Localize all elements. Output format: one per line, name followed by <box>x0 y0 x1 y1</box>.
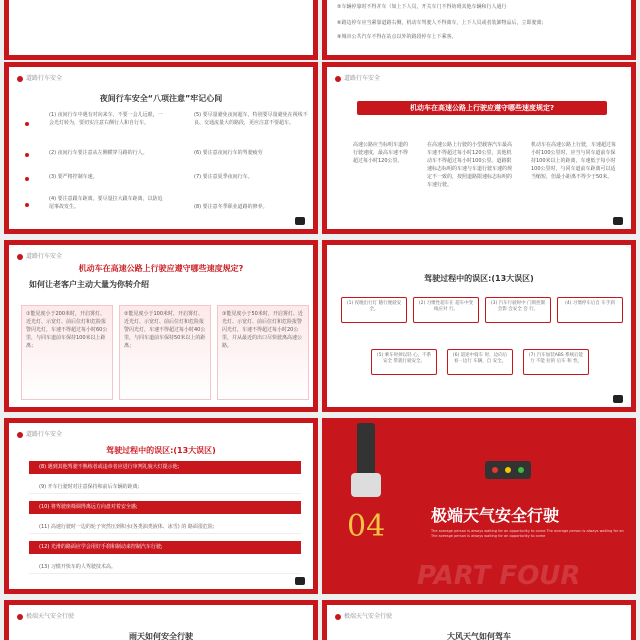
slide-9[interactable] <box>4 600 318 640</box>
slide-title: 雨天如何安全行驶 <box>129 632 193 640</box>
mistake-card: (6) 道途中骑车 时，边向后看一边行 车辆，自 安全。 <box>447 349 513 375</box>
mistake-card: (2) 习惯性超车在 超车中变线应对 行。 <box>413 297 479 323</box>
visibility-box-1: ①能见度小于200米时，开启雾灯、近光灯、示宽灯、前后位灯和危险报警闪光灯，车速不得超过每小时60公里，与同车道前车保持100米以上距离； <box>21 305 113 400</box>
list-item: (13) 习惯开快车的人驾驶技术高。 <box>29 561 301 574</box>
buckle-graphic <box>351 473 381 497</box>
bullet-dot <box>25 203 29 207</box>
mistake-card: (1) 夜晚出行灯 随行便驶安全。 <box>341 297 407 323</box>
slide-header: 道路行车安全 <box>17 73 62 82</box>
slide-header: 极端天气安全行驶 <box>17 611 74 620</box>
list-item: (11) 高速行驶时一边的轮子突然压到积水(各类油类液体、冰雪) 的 路面很危险; <box>29 521 301 534</box>
bullet-dot <box>25 177 29 181</box>
corner-mark <box>295 577 305 585</box>
col-2: 在高速公路上行驶的小型载客汽车最高车速不得超过每小时120公里，其他机动车不得超过每小时100公里。道路限速标志标明的车速与车道行驶车速的规定不一致的，按照道路限速标志标明的车速行驶。 <box>427 142 513 188</box>
slide-2[interactable] <box>322 0 636 60</box>
logo-icon <box>335 76 341 82</box>
slide-7[interactable] <box>4 418 318 594</box>
slide-6[interactable] <box>322 240 636 412</box>
slide-title: 驾驶过程中的误区:(13大误区) <box>424 274 534 283</box>
s2-line-2: ⑥路边停车应当紧靠道路右侧，机动车驾驶人不得离车，上下人员或者装卸物品后，立即驶离； <box>337 20 547 26</box>
bullet-dot <box>25 153 29 157</box>
note-1: (1) 夜间行车中遇有对向来车，不要一会儿远眼，一会光灯转为，要切实注意右侧行人和自行车。 <box>49 112 163 126</box>
section-title: 极端天气安全行驶 <box>431 506 560 525</box>
s2-line-3: ⑧城市公共汽车不得在站点以外的路段停车上下乘客。 <box>337 34 457 40</box>
section-desc: The average person is always waiting for an opportunity to come.The average person is always waiting for an The average person is always waiting for an opportunity to come <box>431 529 624 538</box>
slide-title: 夜间行车安全“八项注意”牢记心间 <box>99 94 223 103</box>
logo-icon <box>17 76 23 82</box>
mistake-card: (4) 习惯停车后自 车手刹 <box>557 297 623 323</box>
slide-title: 大风天气如何驾车 <box>447 632 511 640</box>
slide-header: 道路行车安全 <box>335 73 380 82</box>
slide-header: 道路行车安全 <box>17 251 62 260</box>
slide-title: 机动车在高速公路上行驶应遵守哪些速度规定? <box>78 264 244 273</box>
logo-icon <box>17 614 23 620</box>
slide-8[interactable] <box>322 418 636 594</box>
part-label: PART FOUR <box>417 561 581 591</box>
slide-title: 驾驶过程中的误区:(13大误区) <box>106 446 216 455</box>
note-7: (7) 要注意夏季夜间行车。 <box>194 174 253 180</box>
list-item: (10) 将驾驶座椅调得离远方向盘对着安全感; <box>29 501 301 514</box>
note-5: (5) 要尽量避免夜间超车，特别要尽量避免在视线不良、交通流量大的路段，更应注意不要超车。 <box>194 112 308 126</box>
col-1: 高速公路应当标明车道的行驶速度，最高车速不得超过每小时120公里。 <box>353 142 409 164</box>
slide-subtitle: 如何让老客户主动大量为你转介绍 <box>29 280 149 289</box>
logo-icon <box>335 614 341 620</box>
slide-5[interactable] <box>4 240 318 412</box>
s2-line-1: ⑤车辆停靠时不得并车（如上下人员，开关车门不得妨碍其他车辆和行人通行 <box>337 4 507 10</box>
mistake-card: (3) 汽车行驶时中 门锁控制会影 会安全 会 行。 <box>485 297 551 323</box>
visibility-box-2: ②能见度小于100米时，开启雾灯、近光灯、示宽灯、前后位灯和危险报警闪光灯，车速不得超过每小时40公里，与同车道前车保持50米以上的距离； <box>119 305 211 400</box>
logo-icon <box>17 432 23 438</box>
title-banner: 机动车在高速公路上行驶应遵守哪些速度规定? <box>357 101 607 115</box>
mistake-card: (7) 汽车加装ABS 系统后能力 不能 拉的 后车 和 性。 <box>523 349 589 375</box>
note-6: (6) 要注意夜间行车的驾驶疲劳 <box>194 150 263 156</box>
list-item: (12) 光滑的路面应学会用好手刹和制动来控制汽车行驶; <box>29 541 301 554</box>
bullet-dot <box>25 122 29 126</box>
slide-header: 极端天气安全行驶 <box>335 611 392 620</box>
mistake-card: (5) 乘车时掉以轻 心，不系安全 带就行驶安全。 <box>371 349 437 375</box>
note-2: (2) 夜间行车要注意从左侧横穿马路的行人。 <box>49 150 148 156</box>
corner-mark <box>295 217 305 225</box>
traffic-light-icon <box>485 461 531 479</box>
logo-icon <box>17 254 23 260</box>
slide-header: 道路行车安全 <box>17 429 62 438</box>
slide-1[interactable] <box>4 0 318 60</box>
visibility-box-3: ③能见度小于50米时，开启雾灯、近光灯、示宽灯、前后位灯和危险报警闪光灯，车速不得超过每小时20公里，并从最近的出口尽快驶离高速公路。 <box>217 305 309 400</box>
slide-3[interactable] <box>4 62 318 234</box>
corner-mark <box>613 217 623 225</box>
slide-4[interactable] <box>322 62 636 234</box>
corner-mark <box>613 395 623 403</box>
slide-10[interactable] <box>322 600 636 640</box>
list-item: (8) 遇到其他驾驶不熟练者或违章者应进行审判礼貌大灯提示他; <box>29 461 301 474</box>
note-8: (8) 要注意冬季职业道路的修养。 <box>194 204 268 210</box>
list-item: (9) 开车行驶时对注意保持和前后车辆的距离; <box>29 481 301 494</box>
col-3: 机动车在高速公路上行驶，车速超过每小时100公里时，应当与同车道前车保持100米以上的距离，车速低于每小时100公里时，与同车道前车距离可以适当缩短，但最小距离不得少于50米。 <box>531 142 617 180</box>
note-3: (3) 要严格控制车速。 <box>49 174 98 180</box>
section-number: 04 <box>347 509 386 544</box>
note-4: (4) 要注意跟车距离。要尽量拉大跟车距离，以防追尾事故发生。 <box>49 196 163 210</box>
